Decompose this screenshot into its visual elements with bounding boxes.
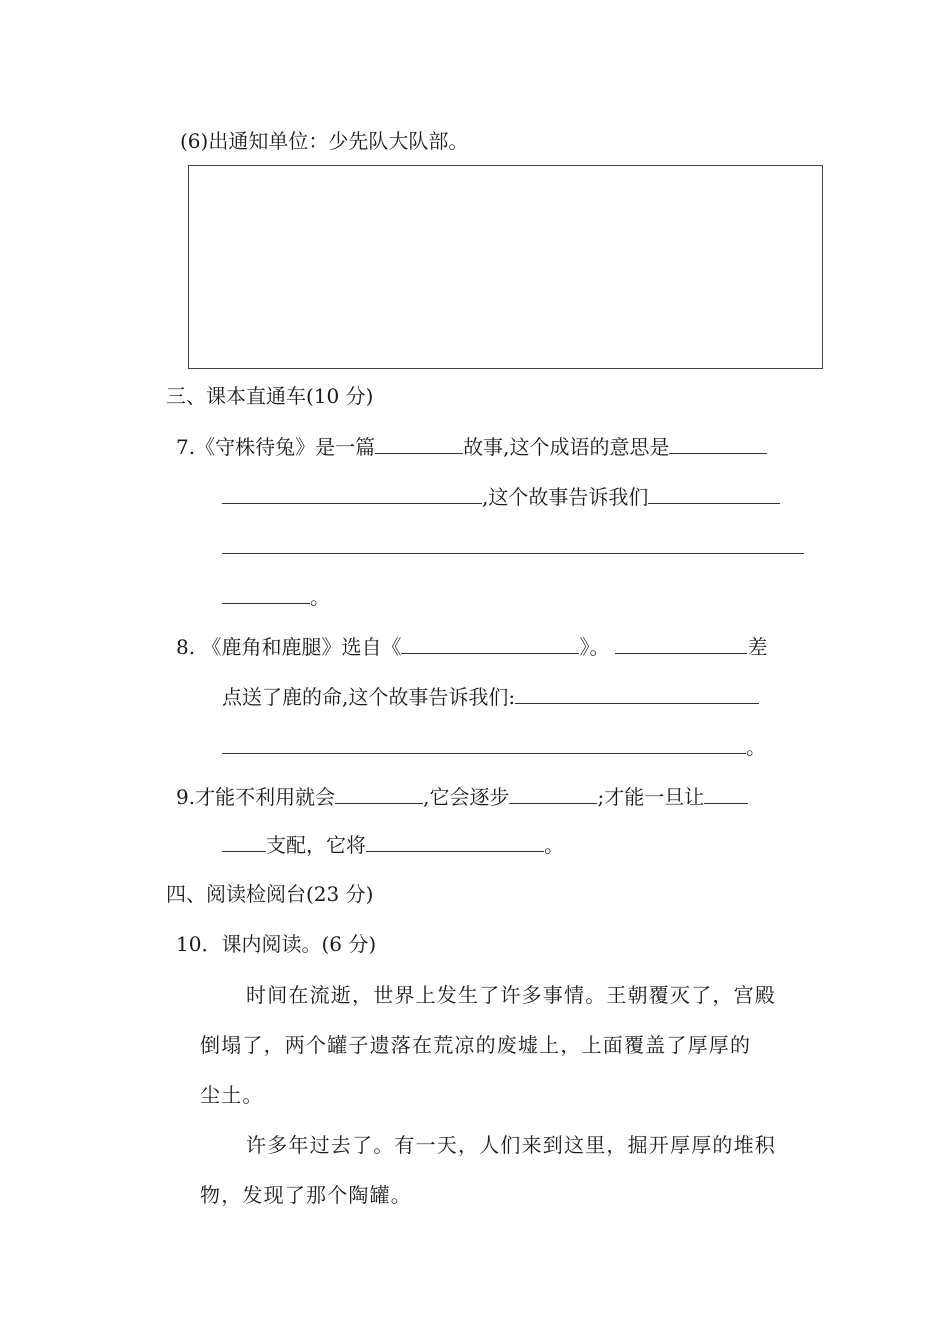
q7-answer-rule[interactable] — [222, 553, 804, 554]
answer-box[interactable] — [188, 165, 823, 369]
q9-text-4: 支配，它将 — [266, 833, 366, 857]
q9-text-3: ;才能一旦让 — [597, 785, 705, 809]
q8-text-2: 》。 — [579, 635, 610, 659]
q9-text-5: 。 — [544, 833, 564, 857]
q10-title: 10．课内阅读。(6 分) — [176, 932, 377, 956]
q8-text-1: 8. 《鹿角和鹿腿》选自《 — [176, 635, 402, 659]
q9-line1 — [176, 784, 748, 810]
passage-p2-line1: 许多年过去了。有一天，人们来到这里，掘开厚厚的堆积 — [246, 1133, 776, 1157]
q9-text-1: 9.才能不利用就会 — [176, 785, 336, 809]
q9-line2 — [222, 832, 564, 858]
q9-blank-1[interactable] — [335, 784, 423, 804]
q8-blank-2[interactable] — [615, 634, 747, 654]
q8-blank-1[interactable] — [401, 634, 579, 654]
q7-line2 — [222, 484, 780, 510]
q8-text-3: 差 — [747, 635, 768, 659]
q8-blank-3[interactable] — [515, 684, 759, 704]
q8-blank-4[interactable] — [222, 734, 746, 754]
q9-blank-3[interactable] — [704, 784, 748, 804]
q8-text-4: 点送了鹿的命,这个故事告诉我们: — [222, 685, 516, 709]
q6-text: (6)出通知单位：少先队大队部。 — [180, 129, 469, 153]
q8-line1 — [176, 634, 767, 660]
q7-text-3: ,这个故事告诉我们 — [482, 485, 649, 509]
q7-blank-2[interactable] — [669, 434, 767, 454]
q7-blank-4[interactable] — [648, 484, 780, 504]
section3-title: 三、课本直通车(10 分) — [166, 384, 374, 408]
q7-text-2: 故事,这个成语的意思是 — [463, 435, 670, 459]
passage-p2-line2: 物，发现了那个陶罐。 — [200, 1183, 412, 1207]
q7-text-1: 7.《守株待兔》是一篇 — [176, 435, 376, 459]
q9-blank-5[interactable] — [366, 832, 544, 852]
passage-p1-line2: 倒塌了，两个罐子遗落在荒凉的废墟上，上面覆盖了厚厚的 — [200, 1033, 752, 1057]
q8-line3 — [222, 734, 766, 760]
q6-line — [180, 128, 468, 154]
q9-blank-2[interactable] — [509, 784, 597, 804]
section4-title: 四、阅读检阅台(23 分) — [166, 882, 374, 906]
q7-text-4: 。 — [310, 585, 330, 609]
q9-blank-4[interactable] — [222, 832, 266, 852]
q7-blank-1[interactable] — [375, 434, 463, 454]
q8-text-5: 。 — [746, 735, 766, 759]
q7-blank-3[interactable] — [222, 484, 482, 504]
passage-p1-line1: 时间在流逝，世界上发生了许多事情。王朝覆灭了，宫殿 — [246, 983, 776, 1007]
q7-line4 — [222, 584, 330, 610]
q7-blank-5[interactable] — [222, 584, 310, 604]
q8-line2 — [222, 684, 759, 710]
q9-text-2: ,它会逐步 — [423, 785, 510, 809]
q7-line1 — [176, 434, 767, 460]
passage-p1-line3: 尘土。 — [200, 1083, 264, 1107]
